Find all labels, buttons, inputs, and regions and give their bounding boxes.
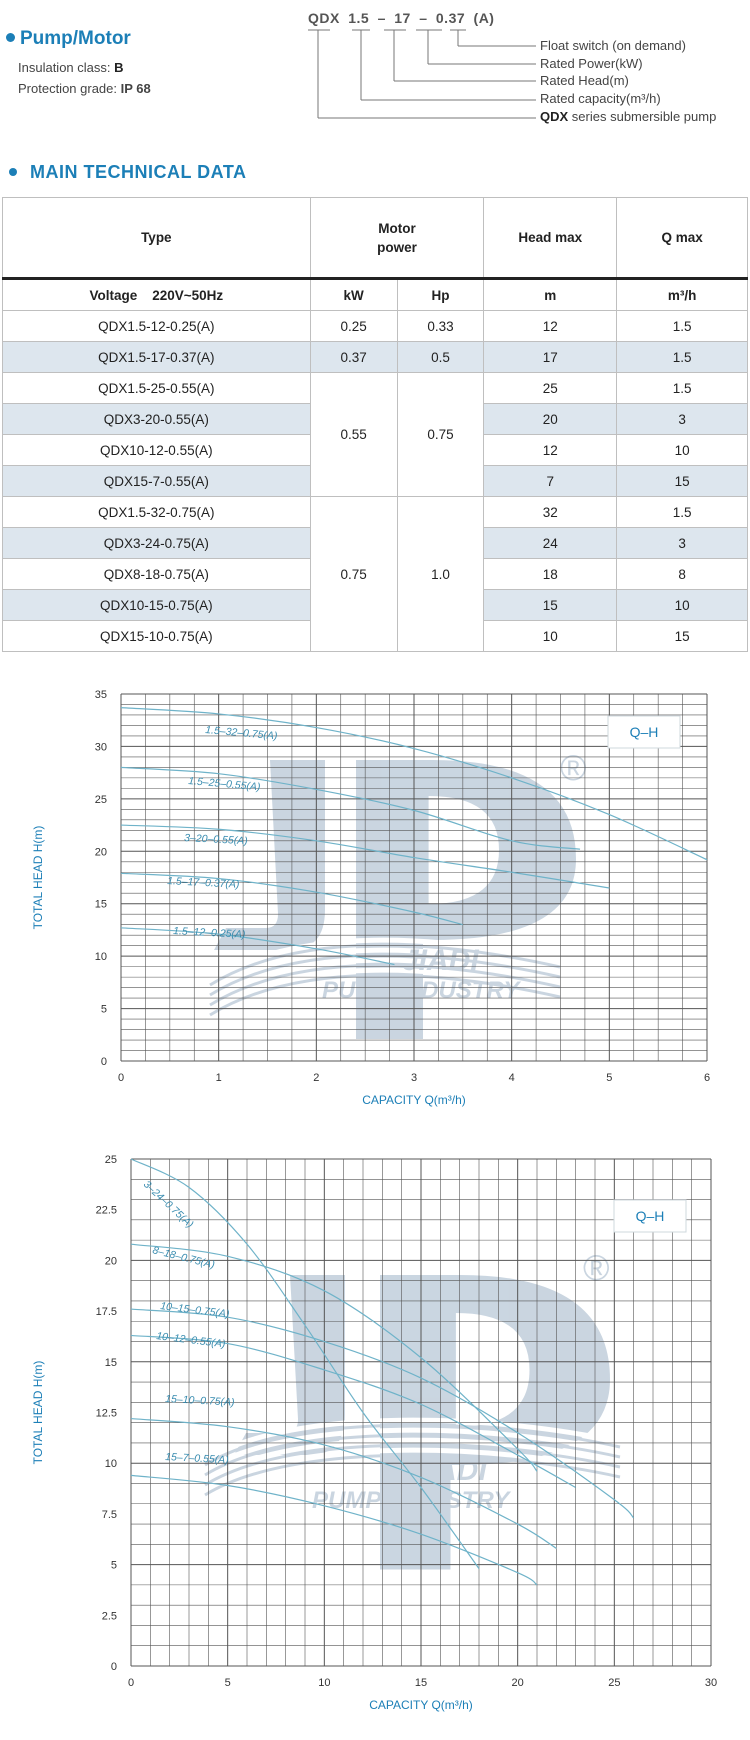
legend-series	[540, 109, 716, 124]
header-type: Type	[3, 198, 311, 279]
cell-hp: 0.75	[397, 373, 484, 497]
pump-motor-title: Pump/Motor	[20, 28, 131, 49]
series-label: 1.5–12–0.25(A)	[172, 925, 246, 941]
section-title: MAIN TECHNICAL DATA	[30, 162, 247, 182]
qh-chart-2	[0, 1140, 750, 1740]
cell-kw: 0.55	[310, 373, 397, 497]
cell-type: QDX10-15-0.75(A)	[3, 590, 311, 621]
subheader-q-unit: m³/h	[617, 279, 748, 311]
legend-float-switch: Float switch (on demand)	[540, 38, 686, 53]
y-axis-label: TOTAL HEAD H(m)	[31, 825, 45, 930]
x-tick-label: 20	[511, 1677, 524, 1689]
table-row	[3, 497, 748, 528]
legend-series-text: series submersible pump	[571, 109, 717, 124]
header-head-max: Head max	[484, 198, 617, 279]
insulation-label: Insulation class:	[18, 60, 111, 75]
cell-type: QDX3-20-0.55(A)	[3, 404, 311, 435]
technical-data-table	[2, 197, 748, 652]
cell-q: 15	[617, 621, 748, 652]
series-label: 15–7–0.55(A)	[164, 1451, 230, 1467]
cell-type: QDX1.5-32-0.75(A)	[3, 497, 311, 528]
registered-mark: ®	[560, 747, 587, 788]
y-tick-label: 25	[104, 1154, 117, 1166]
series-label: 8–18–0.75(A)	[151, 1244, 216, 1272]
series-label: 3–24–0.75(A)	[140, 1178, 196, 1231]
cell-head: 24	[484, 528, 617, 559]
cell-type: QDX15-10-0.75(A)	[3, 621, 311, 652]
cell-type: QDX10-12-0.55(A)	[3, 435, 311, 466]
cell-type: QDX1.5-25-0.55(A)	[3, 373, 311, 404]
cell-hp: 1.0	[397, 497, 484, 652]
y-tick-label: 35	[94, 689, 107, 701]
cell-type: QDX15-7-0.55(A)	[3, 466, 311, 497]
table-row	[3, 373, 748, 404]
y-tick-label: 20	[104, 1255, 117, 1268]
cell-type: QDX8-18-0.75(A)	[3, 559, 311, 590]
x-tick-label: 25	[608, 1677, 621, 1689]
cell-q: 3	[617, 404, 748, 435]
chart-title: Q–H	[629, 724, 659, 740]
series-label: 15–10–0.75(A)	[164, 1393, 235, 1409]
header-motor-power	[310, 198, 484, 279]
y-tick-label: 12.5	[95, 1407, 117, 1420]
y-tick-label: 22.5	[95, 1204, 117, 1217]
x-tick-label: 3	[410, 1072, 418, 1084]
cell-type: QDX1.5-17-0.37(A)	[3, 342, 311, 373]
y-tick-label: 5	[110, 1559, 117, 1572]
x-tick-label: 5	[224, 1677, 231, 1689]
series-label: 1.5–17–0.37(A)	[166, 875, 240, 891]
x-tick-label: 0	[127, 1677, 135, 1689]
y-tick-label: 7.5	[101, 1508, 117, 1521]
y-tick-label: 0	[100, 1056, 107, 1068]
table-row	[3, 311, 748, 342]
header-q-max: Q max	[617, 198, 748, 279]
cell-q: 1.5	[617, 342, 748, 373]
series-label: 1.5–25–0.55(A)	[187, 775, 261, 794]
cell-q: 15	[617, 466, 748, 497]
x-tick-label: 15	[414, 1677, 428, 1689]
bullet-icon	[6, 33, 15, 42]
legend-series-code: QDX	[540, 109, 569, 124]
chart-title: Q–H	[635, 1208, 665, 1224]
cell-q: 10	[617, 590, 748, 621]
x-axis-label: CAPACITY Q(m³/h)	[369, 1698, 473, 1712]
subheader-m: m	[484, 279, 617, 311]
series-label: 3–20–0.55(A)	[183, 832, 249, 848]
subheader-voltage: Voltage 220V~50Hz	[3, 279, 311, 311]
x-tick-label: 2	[313, 1072, 320, 1084]
y-tick-label: 0	[110, 1661, 117, 1673]
registered-mark: ®	[583, 1247, 610, 1288]
cell-q: 1.5	[617, 311, 748, 342]
header-motor-power-label: Motor power	[377, 220, 417, 255]
y-tick-label: 25	[94, 793, 107, 806]
y-tick-label: 10	[94, 951, 107, 964]
cell-head: 18	[484, 559, 617, 590]
cell-hp: 0.5	[397, 342, 484, 373]
x-tick-label: 30	[704, 1677, 718, 1689]
cell-kw: 0.37	[310, 342, 397, 373]
y-tick-label: 5	[100, 1003, 107, 1016]
table-header-row	[3, 198, 748, 279]
cell-head: 15	[484, 590, 617, 621]
cell-type: QDX3-24-0.75(A)	[3, 528, 311, 559]
y-tick-label: 20	[94, 846, 107, 859]
cell-head: 10	[484, 621, 617, 652]
cell-q: 1.5	[617, 373, 748, 404]
cell-hp: 0.33	[397, 311, 484, 342]
chart-grid	[131, 1159, 711, 1666]
series-curve	[131, 1335, 576, 1487]
x-tick-label: 4	[508, 1072, 515, 1084]
cell-type: QDX1.5-12-0.25(A)	[3, 311, 311, 342]
cell-q: 10	[617, 435, 748, 466]
subheader-hp: Hp	[397, 279, 484, 311]
cell-q: 8	[617, 559, 748, 590]
y-tick-label: 10	[104, 1458, 117, 1471]
legend-rated-power: Rated Power(kW)	[540, 56, 643, 71]
y-tick-label: 15	[94, 898, 107, 911]
legend-rated-head: Rated Head(m)	[540, 73, 629, 88]
y-axis-label: TOTAL HEAD H(m)	[31, 1360, 45, 1465]
cell-kw: 0.75	[310, 497, 397, 652]
cell-head: 25	[484, 373, 617, 404]
cell-head: 12	[484, 435, 617, 466]
bullet-icon	[9, 168, 17, 176]
x-tick-label: 6	[703, 1072, 711, 1084]
protection-grade	[18, 81, 151, 96]
watermark-text-jiadi: JIADI	[410, 1454, 487, 1487]
subheader-kw: kW	[310, 279, 397, 311]
series-label: 1.5–32–0.75(A)	[204, 724, 278, 743]
y-tick-label: 2.5	[101, 1610, 117, 1623]
x-tick-label: 1	[215, 1072, 222, 1084]
y-tick-label: 30	[94, 741, 107, 754]
insulation-value: B	[114, 60, 124, 75]
protection-value: IP 68	[120, 81, 151, 96]
insulation-class	[18, 60, 124, 75]
table-subheader-row	[3, 279, 748, 311]
protection-label: Protection grade:	[18, 81, 118, 96]
watermark-text-industry: PUMP INDUSTRY	[322, 977, 520, 1004]
model-code: QDX 1.5 – 17 – 0.37 (A)	[308, 10, 495, 26]
cell-kw: 0.25	[310, 311, 397, 342]
y-tick-label: 15	[104, 1356, 117, 1369]
x-tick-label: 0	[117, 1072, 125, 1084]
watermark-text-jiadi: JIADI	[402, 944, 479, 977]
cell-head: 20	[484, 404, 617, 435]
watermark-logo	[205, 1247, 620, 1570]
series-label: 10–15–0.75(A)	[159, 1300, 231, 1321]
table-row	[3, 342, 748, 373]
x-tick-label: 5	[606, 1072, 613, 1084]
cell-head: 7	[484, 466, 617, 497]
watermark-text-industry: PUMP INDUSTRY	[312, 1487, 510, 1514]
cell-head: 17	[484, 342, 617, 373]
qh-chart-1	[0, 680, 750, 1120]
cell-q: 1.5	[617, 497, 748, 528]
x-axis-label: CAPACITY Q(m³/h)	[362, 1093, 466, 1107]
series-label: 10–12–0.55(A)	[155, 1330, 227, 1351]
legend-rated-capacity: Rated capacity(m³/h)	[540, 91, 661, 106]
cell-head: 12	[484, 311, 617, 342]
x-tick-label: 10	[318, 1677, 331, 1689]
cell-head: 32	[484, 497, 617, 528]
y-tick-label: 17.5	[95, 1306, 117, 1319]
cell-q: 3	[617, 528, 748, 559]
